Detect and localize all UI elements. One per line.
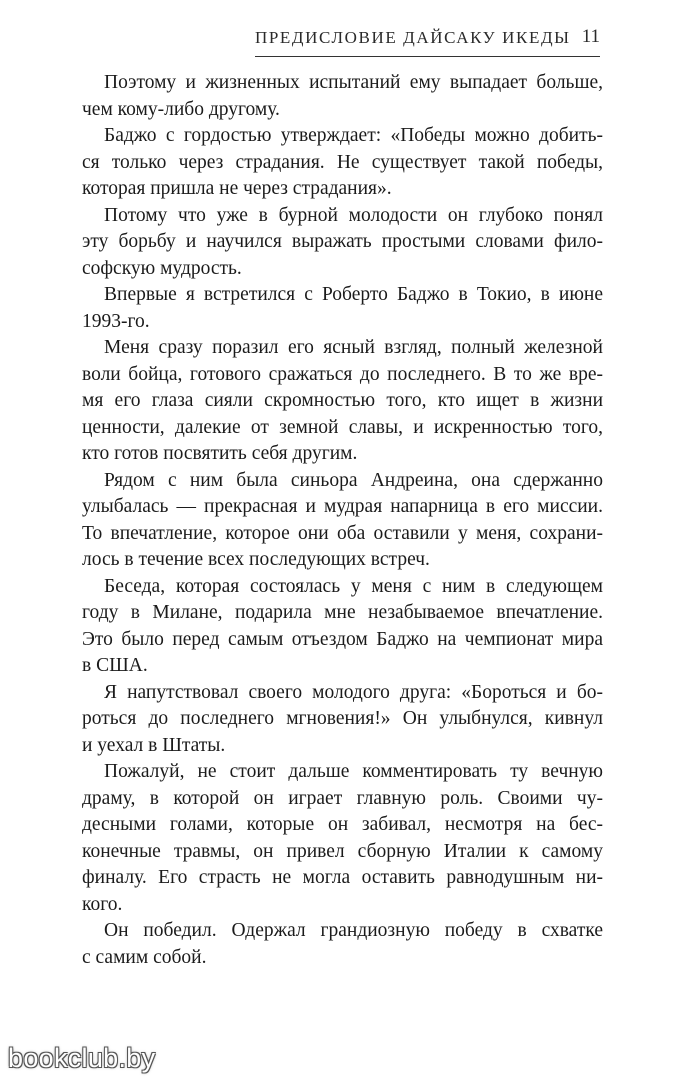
running-head: ПРЕДИСЛОВИЕ ДАЙСАКУ ИКЕДЫ [255,28,571,47]
text-line: кто готов посвятить себя другим. [82,443,358,464]
text-line: Поэтому и жизненных испытаний ему выпадает больше, [104,72,603,93]
text-line: Я напутствовал своего молодого друга: «Бороться и бо- [104,681,603,703]
text-line: Пожалуй, не стоит дальше комментировать ту вечную [104,761,603,782]
text-line: Это было перед самым отъездом Баджо на чемпионат мира [82,628,603,650]
text-line: Беседа, которая состоялась у меня с ним в следующем [104,575,603,597]
text-line: Рядом с ним была синьора Андреина, она сдержанно [104,469,603,491]
text-line: финалу. Его страсть не могла оставить равнодушным ни- [82,867,603,888]
text-line: Меня сразу поразил его ясный взгляд, полный железной [104,337,603,358]
text-line: воли бойца, готового сражаться до последнего. В то же вре- [82,363,603,385]
text-line: софскую мудрость. [82,257,242,279]
text-line: и уехал в Штаты. [82,734,226,756]
text-line: Он победил. Одержал грандиозную победу в схватке [104,920,603,941]
text-line: 1993-го. [82,310,150,332]
text-line: ся только через страдания. Не существует такой победы, [82,151,603,173]
text-line: улыбалась — прекрасная и мудрая напарница в его миссии. [82,496,603,517]
text-line: мя его глаза сияли скромностью того, кто ищет в жизни [82,390,603,411]
text-line: году в Милане, подарила мне незабываемое впечатление. [82,602,603,623]
text-line: эту борьбу и научился выражать простыми словами фило- [82,231,603,252]
text-line: чем кому-либо другому. [82,98,280,120]
text-line: ценности, далекие от земной славы, и искренностью того, [82,416,603,438]
text-line: кого. [82,893,123,915]
body-text [82,70,603,971]
page-number: 11 [581,26,600,47]
header-rule [255,56,600,57]
text-line: драму, в которой он играет главную роль. Своими чу- [82,787,603,809]
text-line: Впервые я встретился с Роберто Баджо в Токио, в июне [104,284,603,305]
text-line: конечные травмы, он привел сборную Италии к самому [82,840,603,862]
text-line: роться до последнего мгновения!» Он улыбнулся, кивнул [82,708,603,729]
text-line: Баджо с гордостью утверждает: «Победы можно добить- [104,125,603,146]
watermark: bookclub.by [8,1043,156,1073]
text-line: Потому что уже в бурной молодости он глубоко понял [104,204,603,226]
text-line: которая пришла не через страдания». [82,178,392,199]
text-line: лось в течение всех последующих встреч. [82,549,430,570]
page-header [255,24,600,52]
text-line: в США. [82,655,148,676]
text-line: с самим собой. [82,946,207,968]
text-line: десными голами, которые он забивал, несмотря на бес- [82,814,603,835]
text-line: То впечатление, которое они оба оставили у меня, сохрани- [82,522,603,544]
